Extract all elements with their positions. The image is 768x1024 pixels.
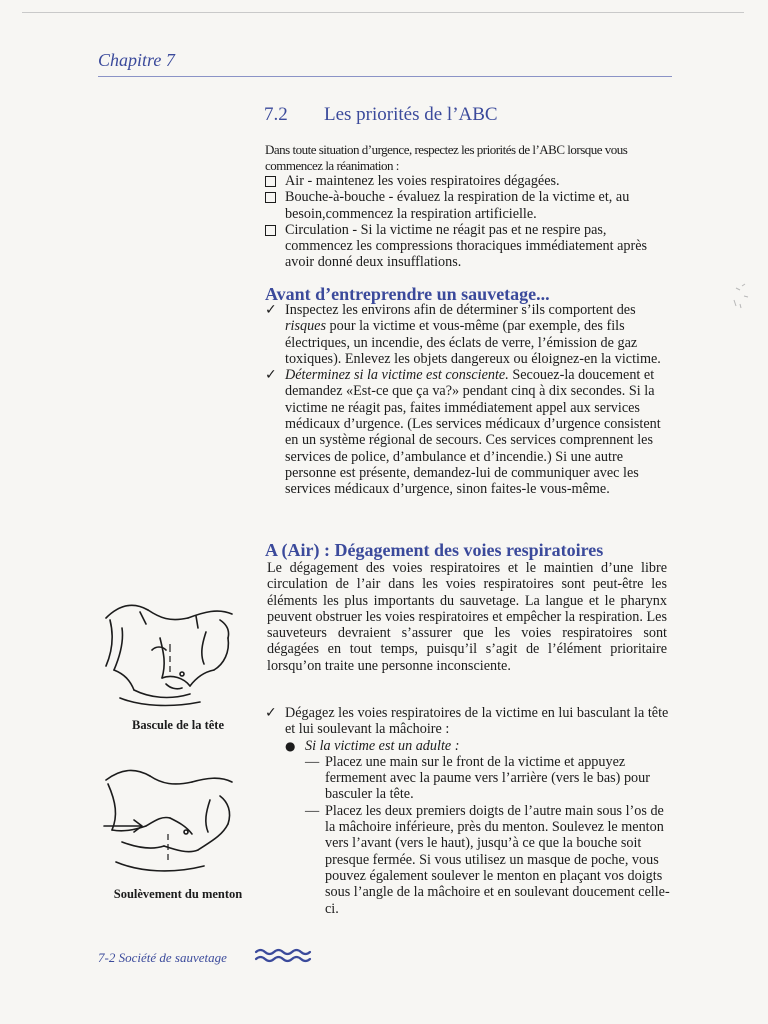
avant-item2-rest: Secouez-la doucement et demandez «Est-ce que ça va?» pendant cinq à dix secondes. Si la victime ne réagit pas, faites immédiatement appel aux services médicaux d’urgence. (Les services médicaux d’urgence consistent en un système régional de secours. Ces services comprennent les services de police, d’ambulance et d’incendie.) Si une autre personne est présente, demandez-lui de communiquer avec les services médicaux d’urgence, sinon faites-le vous-même. [285, 367, 661, 498]
figure-caption-head-tilt: Bascule de la tête [132, 718, 224, 732]
head-tilt-illustration [100, 598, 240, 713]
degagez-list [265, 705, 675, 917]
wave-logo-icon [254, 946, 312, 966]
step-1: Placez une main sur le front de la victime et appuyez fermement avec la paume vers l’arrière (vers le bas) pour basculer la tête. [325, 753, 650, 803]
dash-icon: — [305, 753, 320, 770]
avant-item2-lead: Déterminez si la victime est consciente. [285, 367, 509, 384]
list-item [265, 302, 675, 367]
adulte-label: Si la victime est un adulte : [305, 737, 460, 754]
list-item [265, 367, 675, 497]
section-number: 7.2 [264, 104, 288, 125]
checkbox-icon [265, 189, 281, 207]
abc-priority-list [265, 173, 675, 271]
list-item [265, 189, 675, 222]
list-item [285, 738, 675, 917]
air-heading: A (Air) : Dégagement des voies respiratoires [265, 540, 604, 560]
list-item [265, 705, 675, 917]
list-item [265, 173, 675, 189]
chapter-rule [98, 76, 672, 77]
abc-item-air: Air - maintenez les voies respiratoires dégagées. [285, 173, 560, 189]
check-icon: ✓ [265, 367, 277, 384]
chin-lift-illustration [100, 762, 240, 882]
list-item [305, 803, 675, 917]
list-item [305, 754, 675, 803]
list-item [265, 222, 675, 271]
chapter-heading: Chapitre 7 [98, 50, 175, 70]
adulte-list [285, 738, 675, 917]
check-icon: ✓ [265, 302, 277, 318]
section-title: Les priorités de l’ABC [324, 104, 498, 125]
margin-pencil-marks [728, 282, 758, 332]
page-footer: 7-2 Société de sauvetage [98, 950, 227, 965]
steps-list [305, 754, 675, 917]
air-paragraph: Le dégagement des voies respiratoires et le maintien d’une libre circulation de l’air dans les voies respiratoires sont peut-être les éléments les plus importants du sauvetage. La langue et le pharynx peuvent obstruer les voies respiratoires et empêcher la respiration. Les sauveteurs devraient s’assurer que les voies respiratoires sont dégagées en tout temps, puisqu’il s’agit de l’élément prioritaire lorsqu’on traite une personne inconsciente. [267, 560, 667, 674]
dash-icon: — [305, 802, 320, 819]
avant-list [265, 302, 675, 498]
avant-item1-lead: Inspectez les environs afin de déterminer s’ils comportent des [285, 302, 636, 318]
checkbox-icon [265, 222, 281, 240]
avant-item1-rest: pour la victime et vous-même (par exemple, des fils électriques, un incendie, des éclats de verre, l’émission de gaz toxiques). Enlevez les objets dangereux ou éloignez-en la victime. [285, 318, 661, 367]
abc-item-circulation: Circulation - Si la victime ne réagit pas et ne respire pas, commencez les compressions thoraciques immédiatement après avoir donné deux insufflations. [285, 221, 648, 271]
bullet-icon: ● [285, 738, 296, 753]
figure-caption-chin-lift: Soulèvement du menton [113, 887, 243, 901]
avant-heading: Avant d’entreprendre un sauvetage... [265, 284, 550, 304]
abc-item-breathing: Bouche-à-bouche - évaluez la respiration de la victime et, au besoin,commencez la respiration artificielle. [285, 189, 630, 222]
risk-term: risques [285, 318, 326, 335]
top-rule [22, 12, 744, 13]
step-2: Placez les deux premiers doigts de l’autre main sous l’os de la mâchoire inférieure, près du menton. Soulevez le menton vers l’avant (vers le haut), jusqu’à ce que la bouche soit presque fermée. Si vous utilisez un masque de poche, vous pouvez également soulever le menton en plaçant vos doigts sous l’angle de la mâchoire et en soulevant doucement celle-ci. [325, 802, 670, 917]
intro-paragraph: Dans toute situation d’urgence, respectez les priorités de l’ABC lorsque vous commencez la réanimation : [265, 142, 628, 173]
degagez-text: Dégagez les voies respiratoires de la victime en lui basculant la tête et lui soulevant la mâchoire : [285, 705, 669, 738]
check-icon: ✓ [265, 705, 277, 721]
